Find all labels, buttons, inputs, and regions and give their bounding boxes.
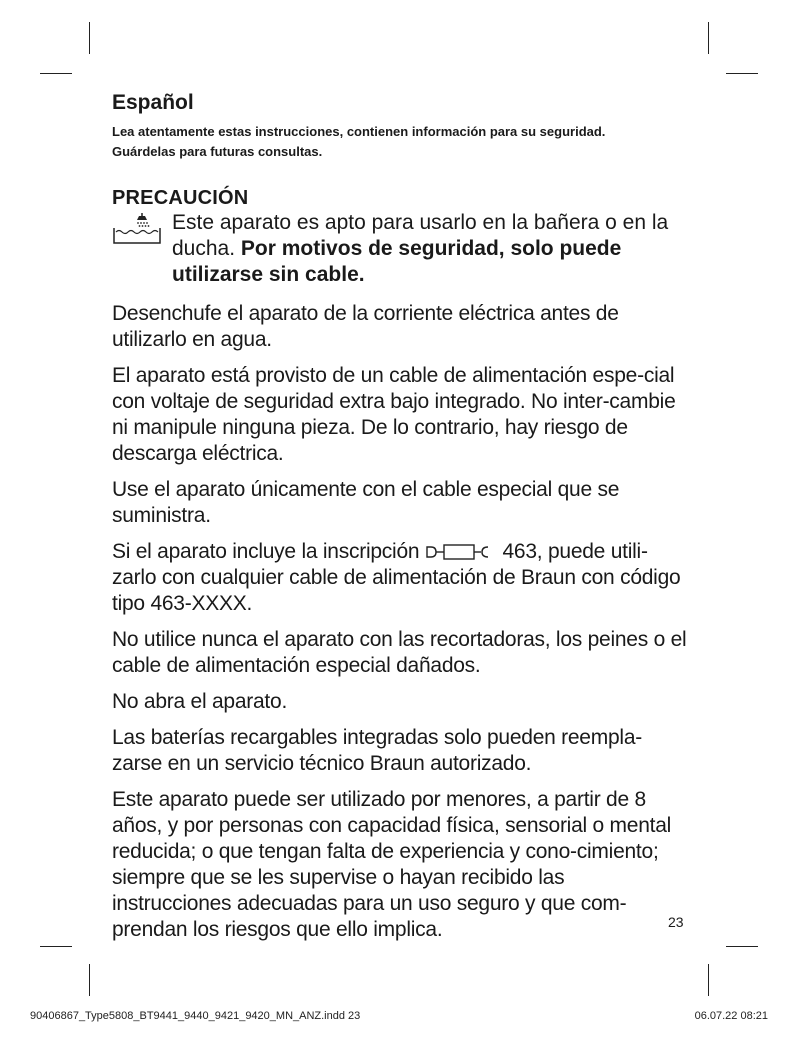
- paragraph: Este aparato puede ser utilizado por menores, a partir de 8 años, y por personas con capacidad física, sensorial o mental reducida; o que tengan falta de experiencia y cono-cimiento; siempre que se les supervise o hayan recibido las instrucciones adecuadas para un uso seguro y que com-prendan los riesgos que ello implica.: [112, 788, 672, 941]
- cable-plug-icon: [425, 543, 497, 561]
- warning-text-bold: Por motivos de seguridad, solo puede utilizarse sin cable.: [172, 237, 622, 286]
- intro-line-1: Lea atentamente estas instrucciones, contienen información para su seguridad.: [112, 124, 606, 139]
- footer-datetime: 06.07.22 08:21: [694, 1010, 768, 1022]
- crop-mark: [89, 22, 90, 54]
- crop-mark: [726, 73, 758, 74]
- intro-text: [112, 122, 687, 162]
- paragraph: Las baterías recargables integradas solo pueden reempla-zarse en un servicio técnico Braun autorizado.: [112, 726, 643, 775]
- page-number: 23: [668, 914, 684, 930]
- paragraph: No utilice nunca el aparato con las recortadoras, los peines o el cable de alimentación especial dañados.: [112, 628, 687, 677]
- crop-mark: [708, 22, 709, 54]
- paragraph: El aparato está provisto de un cable de alimentación espe-cial con voltaje de seguridad extra bajo integrado. No inter-cambie ni manipule ninguna pieza. De lo contrario, hay riesgo de descarga eléctrica.: [112, 364, 676, 465]
- cable-paragraph: [112, 539, 687, 617]
- cable-text-before: Si el aparato incluye la inscripción: [112, 540, 425, 563]
- crop-mark: [726, 946, 758, 947]
- crop-mark: [40, 73, 72, 74]
- intro-line-2: Guárdelas para futuras consultas.: [112, 144, 323, 159]
- warning-text: [172, 210, 687, 288]
- crop-mark: [89, 964, 90, 996]
- crop-mark: [40, 946, 72, 947]
- warning-title: PRECAUCIÓN: [112, 187, 249, 209]
- manual-page: [112, 90, 687, 943]
- footer-file-info: 90406867_Type5808_BT9441_9440_9421_9420_MN_ANZ.indd 23: [30, 1010, 361, 1022]
- paragraph: Use el aparato únicamente con el cable especial que se suministra.: [112, 478, 620, 527]
- bath-shower-icon: [112, 212, 162, 248]
- warning-block: [112, 210, 687, 288]
- paragraph: No abra el aparato.: [112, 690, 288, 713]
- warning-text-regular: Este aparato es apto para usarlo en la bañera o en la ducha.: [172, 211, 669, 260]
- crop-mark: [708, 964, 709, 996]
- paragraph: Desenchufe el aparato de la corriente eléctrica antes de utilizarlo en agua.: [112, 302, 619, 351]
- cable-text-after: 463, puede utili-zarlo con cualquier cable de alimentación de Braun con código tipo 463-XXXX.: [112, 540, 681, 615]
- language-heading: Español: [112, 91, 194, 114]
